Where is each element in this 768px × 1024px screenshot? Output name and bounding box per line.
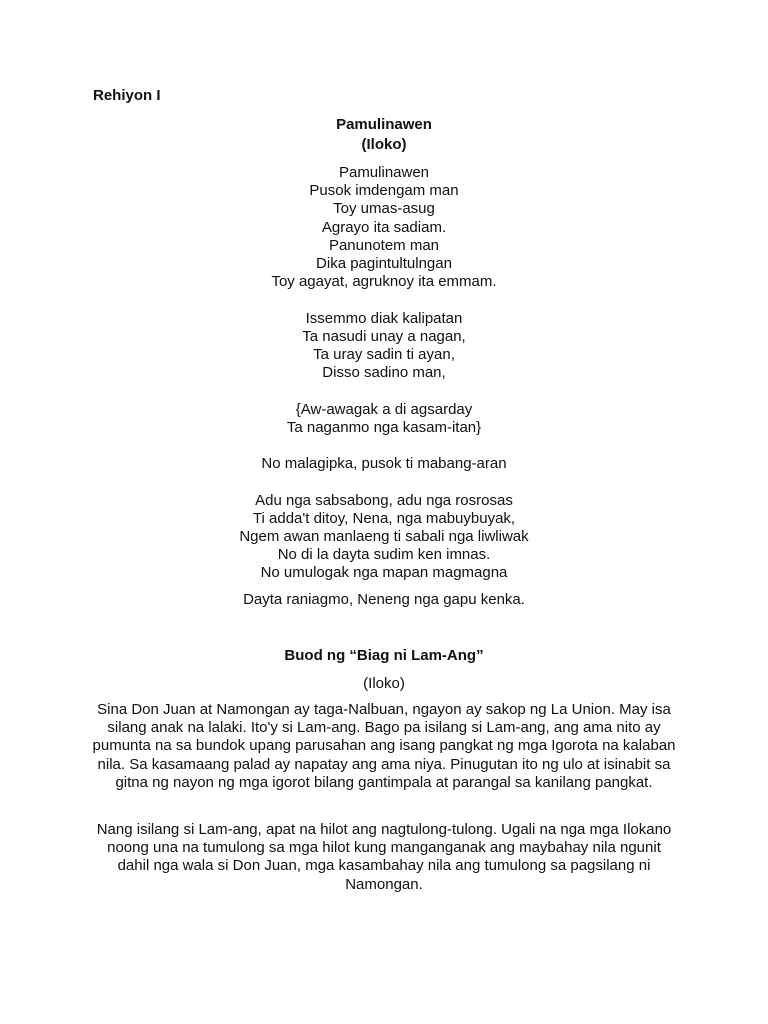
poem-line: Disso sadino man, xyxy=(322,364,446,382)
poem-body xyxy=(0,164,768,627)
poem-line: Ta uray sadin ti ayan, xyxy=(313,346,455,364)
stanza-6 xyxy=(0,591,768,609)
stanza-1 xyxy=(0,164,768,291)
summary-title: Buod ng “Biag ni Lam-Ang” xyxy=(284,647,484,664)
stanza-4 xyxy=(0,455,768,473)
poem-line: Adu nga sabsabong, adu nga rosrosas xyxy=(255,491,513,509)
poem-line: Agrayo ita sadiam. xyxy=(321,218,447,236)
poem-line: Issemmo diak kalipatan xyxy=(305,309,463,327)
poem-line: Toy agayat, agruknoy ita emmam. xyxy=(271,273,497,291)
poem-line: Dayta raniagmo, Neneng nga gapu kenka. xyxy=(243,590,525,608)
poem-language: (Iloko) xyxy=(361,136,407,153)
poem-line: Pamulinawen xyxy=(338,164,430,181)
poem-line: Ta nasudi unay a nagan, xyxy=(302,327,466,345)
summary-paragraph-2: Nang isilang si Lam-ang, apat na hilot ang nagtulong-tulong. Ugali na nga mga Ilokano noong una na tumulong sa mga hilot kung manganganak ang maybahay nila ngunit dahil nga wala si Don Juan, mga kasambahay nila ang tumulong sa pagsilang ni Namongan. xyxy=(96,821,672,893)
summary-language: (Iloko) xyxy=(363,675,405,692)
poem-line: Dika pagintultulngan xyxy=(316,255,452,273)
poem-line: No malagipka, pusok ti mabang-aran xyxy=(261,455,507,473)
poem-line: No umulogak nga mapan magmagna xyxy=(260,564,508,582)
poem-line: Ta naganmo nga kasam-itan} xyxy=(286,418,482,436)
summary-paragraph-1: Sina Don Juan at Namongan ay taga-Nalbuan, ngayon ay sakop ng La Union. May isa silang anak na lalaki. Ito'y si Lam-ang. Bago pa isilang si Lam-ang, ang ama nito ay pumunta na sa bundok upang parusahan ang isang pangkat ng mga Igorota na kalaban nila. Sa kasamaang palad ay napatay ang ama niya. Pinugutan ito ng ulo at isinabit sa gitna ng nayon ng mga igorot bilang gantimpala at parangal sa kanilang pangkat. xyxy=(92,701,676,791)
poem-line: Pusok imdengam man xyxy=(309,182,459,200)
stanza-5 xyxy=(0,492,768,583)
stanza-3 xyxy=(0,401,768,437)
poem-line: {Aw-awagak a di agsarday xyxy=(295,400,473,418)
stanza-2 xyxy=(0,310,768,383)
poem-line: Panunotem man xyxy=(328,236,440,254)
poem-title: Pamulinawen xyxy=(336,116,432,133)
poem-heading xyxy=(0,115,768,155)
poem-line: No di la dayta sudim ken imnas. xyxy=(277,546,491,564)
poem-line: Toy umas-asug xyxy=(333,200,435,218)
poem-line: Ti adda't ditoy, Nena, nga mabuybuyak, xyxy=(252,509,516,527)
region-heading: Rehiyon I xyxy=(93,87,161,104)
poem-line: Ngem awan manlaeng ti sabali nga liwliwak xyxy=(239,528,529,545)
